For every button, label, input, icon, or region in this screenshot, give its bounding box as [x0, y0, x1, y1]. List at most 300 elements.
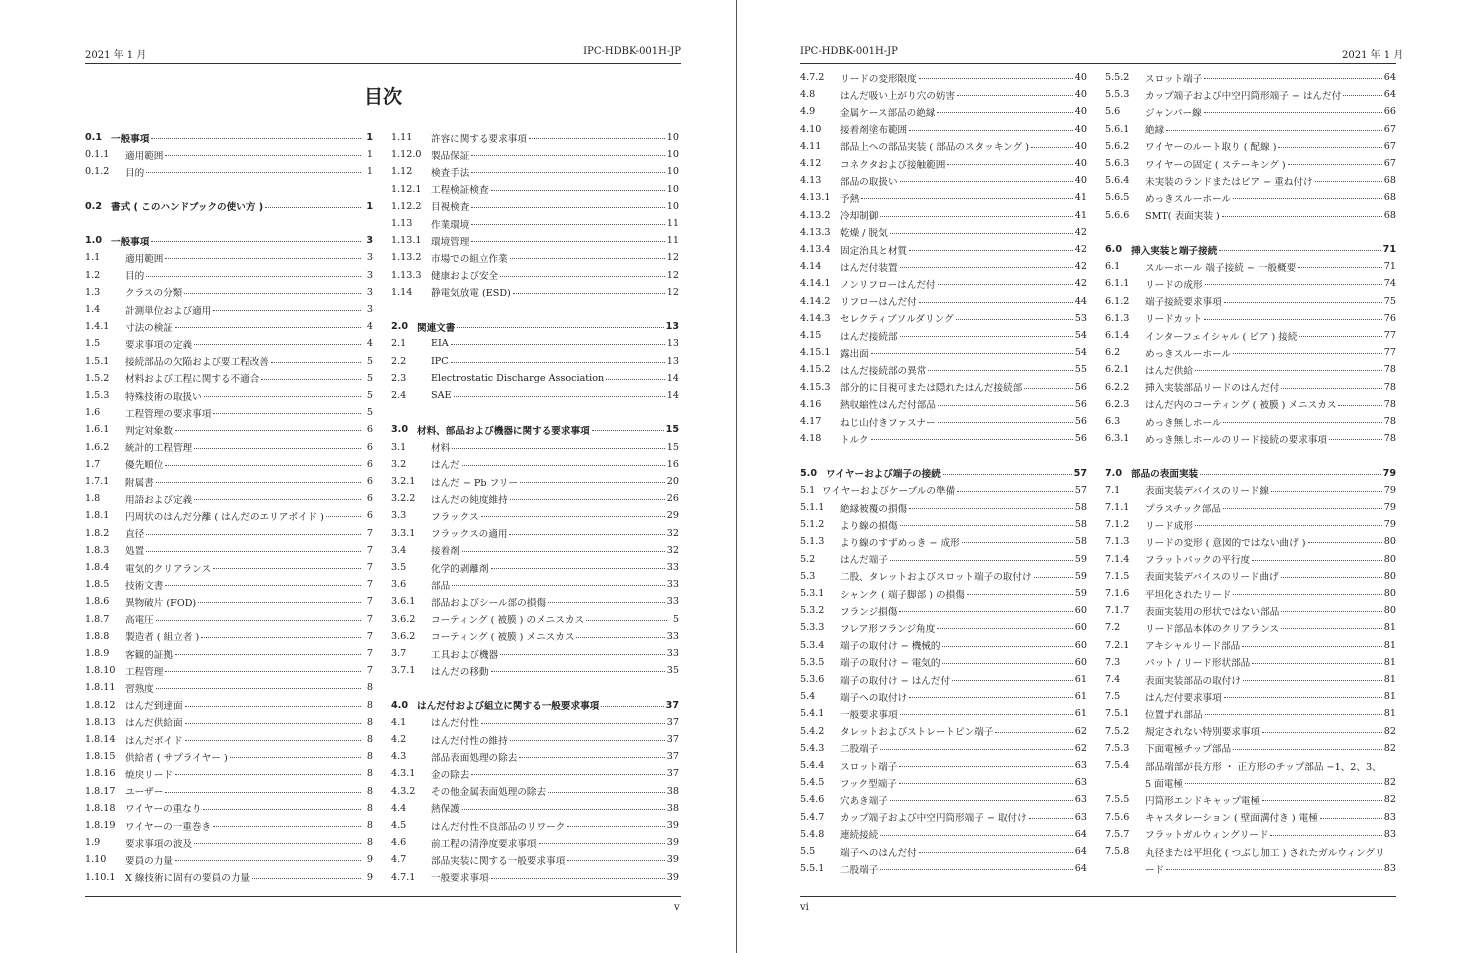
- toc-entry[interactable]: [391, 507, 679, 524]
- toc-entry[interactable]: [800, 155, 1087, 172]
- toc-entry-page: 54: [1074, 330, 1087, 341]
- toc-entry-page: 53: [1074, 312, 1087, 324]
- toc-entry[interactable]: [85, 284, 373, 301]
- toc-entry[interactable]: [1105, 396, 1396, 413]
- toc-entry-page: 5: [366, 372, 373, 384]
- toc-dot-leader: [938, 405, 1073, 406]
- toc-entry[interactable]: [391, 232, 679, 249]
- toc-entry[interactable]: [800, 757, 1087, 774]
- toc-entry-title: 固定治具と材質: [840, 245, 908, 257]
- toc-entry[interactable]: [800, 224, 1087, 241]
- toc-entry[interactable]: [800, 310, 1087, 327]
- toc-entry-title: 部品の表面実装: [1131, 469, 1199, 481]
- toc-entry[interactable]: [85, 456, 373, 473]
- toc-entry-page: 3: [366, 286, 373, 298]
- toc-entry[interactable]: [85, 645, 373, 662]
- toc-entry[interactable]: [1105, 516, 1396, 533]
- toc-entry-title: 計測単位および適用: [125, 305, 212, 317]
- toc-entry-number: 5.4: [800, 691, 816, 703]
- toc-dot-leader: [1252, 560, 1382, 561]
- toc-entry-number: 4.7.1: [391, 871, 416, 883]
- toc-entry[interactable]: [85, 800, 373, 817]
- toc-entry[interactable]: [85, 834, 373, 851]
- toc-dot-leader: [520, 482, 665, 483]
- toc-entry[interactable]: [800, 499, 1087, 516]
- toc-entry[interactable]: [85, 421, 373, 438]
- toc-entry[interactable]: [391, 765, 679, 782]
- toc-entry-number: 6.2.1: [1105, 364, 1130, 376]
- toc-entry-number: 6.2.3: [1105, 398, 1130, 410]
- toc-entry-page: 80: [1383, 536, 1396, 548]
- toc-entry-title: 要求事項の定義: [125, 339, 193, 351]
- toc-entry-number: 6.2: [1105, 347, 1121, 359]
- toc-entry-number: 5.4.4: [800, 760, 825, 771]
- toc-entry[interactable]: [391, 353, 679, 370]
- toc-entry[interactable]: [1105, 671, 1396, 688]
- toc-entry[interactable]: [1105, 860, 1396, 877]
- toc-entry-page: 6: [366, 458, 373, 470]
- toc-entry[interactable]: [391, 576, 679, 593]
- toc-entry[interactable]: [1105, 361, 1396, 378]
- toc-entry[interactable]: [85, 473, 373, 490]
- toc-entry-number: 1.6.2: [85, 441, 110, 453]
- toc-entry[interactable]: [800, 671, 1087, 688]
- toc-entry-page: 7: [366, 630, 373, 642]
- toc-entry-title: 端子接続要求事項: [1145, 297, 1222, 309]
- toc-entry-number: 1.2: [85, 269, 101, 281]
- toc-entry[interactable]: [800, 602, 1087, 619]
- toc-entry[interactable]: [391, 800, 679, 817]
- toc-dot-leader: [175, 430, 361, 431]
- toc-entry[interactable]: [391, 421, 679, 438]
- toc-entry[interactable]: [391, 834, 679, 851]
- toc-entry[interactable]: [85, 387, 373, 404]
- toc-entry[interactable]: [85, 817, 373, 834]
- toc-dot-leader: [900, 714, 1073, 715]
- toc-entry[interactable]: [800, 121, 1087, 138]
- toc-entry[interactable]: [391, 542, 679, 559]
- toc-entry[interactable]: [1105, 637, 1396, 654]
- toc-entry[interactable]: [391, 215, 679, 232]
- toc-entry-number: 4.4: [391, 802, 407, 814]
- toc-entry-number: 7.5.3: [1105, 742, 1130, 754]
- toc-entry-number: 2.1: [391, 338, 407, 350]
- toc-entry-title: 焼戻リード: [125, 769, 173, 781]
- toc-entry[interactable]: [391, 267, 679, 284]
- toc-entry[interactable]: [85, 198, 373, 215]
- toc-entry[interactable]: [391, 490, 679, 507]
- toc-entry-title: ワイヤーおよびケーブルの準備: [822, 486, 956, 498]
- toc-entry[interactable]: [1105, 207, 1396, 224]
- toc-entry[interactable]: [1105, 654, 1396, 671]
- toc-entry[interactable]: [85, 748, 373, 765]
- toc-entry-title: 環境管理: [431, 236, 470, 248]
- toc-entry[interactable]: [800, 809, 1087, 826]
- toc-entry-title: 金属ケース部品の絶縁: [840, 107, 936, 119]
- toc-entry-number: 6.0: [1105, 244, 1122, 255]
- toc-entry[interactable]: [391, 593, 679, 610]
- toc-entry[interactable]: [1105, 189, 1396, 206]
- toc-entry[interactable]: [800, 774, 1087, 791]
- toc-entry-number: 7.1.6: [1105, 588, 1130, 599]
- toc-entry[interactable]: [391, 525, 679, 542]
- toc-entry-number: 1.8.2: [85, 527, 110, 539]
- toc-entry[interactable]: [85, 628, 373, 645]
- toc-entry[interactable]: [800, 533, 1087, 550]
- toc-entry[interactable]: [1105, 757, 1396, 774]
- toc-entry[interactable]: [85, 267, 373, 284]
- toc-entry[interactable]: [85, 301, 373, 318]
- toc-entry[interactable]: [391, 284, 679, 301]
- toc-dot-leader: [919, 302, 1073, 303]
- toc-entry-title: 一般事項: [111, 236, 150, 248]
- toc-entry[interactable]: [800, 619, 1087, 636]
- toc-entry[interactable]: [85, 146, 373, 163]
- toc-entry[interactable]: [85, 439, 373, 456]
- toc-entry[interactable]: [85, 404, 373, 421]
- toc-entry[interactable]: [391, 318, 679, 335]
- toc-entry[interactable]: [800, 413, 1087, 430]
- toc-entry[interactable]: [85, 697, 373, 714]
- toc-entry[interactable]: [85, 249, 373, 266]
- toc-dot-leader: [1320, 818, 1382, 819]
- toc-entry-title: 端子の取付け − 機械的: [840, 641, 941, 653]
- toc-dot-leader: [1205, 284, 1382, 285]
- toc-entry[interactable]: [800, 705, 1087, 722]
- toc-entry[interactable]: [391, 645, 679, 662]
- toc-dot-leader: [462, 809, 665, 810]
- toc-entry[interactable]: [800, 69, 1087, 86]
- toc-entry-title: 要求事項の波及: [125, 838, 193, 850]
- toc-entry[interactable]: [1105, 465, 1396, 482]
- toc-entry[interactable]: [1105, 275, 1396, 292]
- toc-entry[interactable]: [85, 714, 373, 731]
- toc-entry-number: 1.8.13: [85, 716, 116, 728]
- toc-entry-number: 5.5.3: [1105, 89, 1130, 101]
- toc-entry-number: 7.5.6: [1105, 811, 1130, 823]
- toc-entry[interactable]: [800, 585, 1087, 602]
- toc-entry-title: 円周状のはんだ分離 ( はんだのエリアボイド ): [125, 511, 324, 523]
- toc-entry[interactable]: [85, 559, 373, 576]
- toc-entry[interactable]: [1105, 86, 1396, 103]
- toc-entry[interactable]: [1105, 413, 1396, 430]
- toc-dot-leader: [1281, 628, 1382, 629]
- toc-entry[interactable]: [800, 103, 1087, 120]
- toc-entry[interactable]: [1105, 430, 1396, 447]
- toc-entry[interactable]: [391, 129, 679, 146]
- toc-entry[interactable]: [800, 327, 1087, 344]
- toc-dot-leader: [576, 637, 664, 638]
- toc-entry[interactable]: [1105, 310, 1396, 327]
- toc-entry[interactable]: [800, 654, 1087, 671]
- toc-entry[interactable]: [85, 163, 373, 180]
- toc-entry[interactable]: [1105, 723, 1396, 740]
- toc-entry[interactable]: [85, 353, 373, 370]
- toc-entry[interactable]: [85, 593, 373, 610]
- toc-entry-page: 8: [366, 820, 373, 831]
- toc-entry[interactable]: [800, 189, 1087, 206]
- toc-dot-leader: [1223, 422, 1381, 423]
- toc-dot-leader: [1029, 818, 1073, 819]
- toc-entry[interactable]: [800, 843, 1087, 860]
- toc-entry[interactable]: [1105, 791, 1396, 808]
- toc-entry-title: 部品: [431, 580, 451, 592]
- toc-entry[interactable]: [1105, 103, 1396, 120]
- toc-entry[interactable]: [391, 249, 679, 266]
- toc-entry-page: 33: [666, 562, 679, 573]
- toc-entry[interactable]: [85, 765, 373, 782]
- toc-entry[interactable]: [391, 387, 679, 404]
- toc-entry[interactable]: [1105, 568, 1396, 585]
- toc-entry[interactable]: [1105, 688, 1396, 705]
- toc-entry[interactable]: [800, 723, 1087, 740]
- toc-entry[interactable]: [85, 129, 373, 146]
- toc-entry-number: 1.12.1: [391, 183, 422, 195]
- toc-entry-title: スロット端子: [1145, 73, 1203, 85]
- toc-entry[interactable]: [85, 490, 373, 507]
- toc-entry[interactable]: [85, 611, 373, 628]
- toc-entry-title: 市場での組立作業: [431, 253, 508, 265]
- toc-entry-number: 7.5: [1105, 691, 1121, 703]
- toc-entry[interactable]: [800, 568, 1087, 585]
- toc-entry-number: 1.8.8: [85, 630, 110, 642]
- toc-entry-number: 5.5.2: [1105, 72, 1130, 83]
- toc-entry[interactable]: [85, 335, 373, 352]
- toc-entry-number: 3.6: [391, 579, 407, 591]
- toc-entry[interactable]: [1105, 344, 1396, 361]
- toc-entry[interactable]: [1105, 585, 1396, 602]
- toc-entry[interactable]: [391, 731, 679, 748]
- toc-entry-title: リード部品本体のクリアランス: [1145, 623, 1280, 635]
- toc-entry[interactable]: [1105, 774, 1396, 791]
- toc-entry[interactable]: [1105, 293, 1396, 310]
- toc-entry[interactable]: [800, 516, 1087, 533]
- toc-entry[interactable]: [391, 456, 679, 473]
- toc-dot-leader: [481, 516, 665, 517]
- toc-entry[interactable]: [391, 628, 679, 645]
- toc-entry-number: 1.1: [85, 252, 101, 264]
- toc-entry[interactable]: [800, 379, 1087, 396]
- toc-entry[interactable]: [800, 791, 1087, 808]
- toc-entry[interactable]: [800, 740, 1087, 757]
- toc-entry-page: 68: [1383, 175, 1396, 187]
- toc-dot-leader: [194, 448, 361, 449]
- toc-entry-number: 4.6: [391, 837, 407, 849]
- toc-dot-leader: [204, 396, 361, 397]
- toc-dot-leader: [175, 327, 361, 328]
- toc-entry-page: 83: [1383, 828, 1396, 840]
- toc-dot-leader: [1329, 439, 1382, 440]
- toc-entry-page: 74: [1383, 278, 1396, 290]
- toc-entry[interactable]: [800, 551, 1087, 568]
- toc-entry[interactable]: [85, 542, 373, 559]
- toc-entry[interactable]: [800, 172, 1087, 189]
- toc-entry[interactable]: [800, 465, 1087, 482]
- toc-entry[interactable]: [1105, 327, 1396, 344]
- toc-entry[interactable]: [391, 198, 679, 215]
- toc-entry[interactable]: [800, 241, 1087, 258]
- toc-entry-page: 32: [666, 527, 679, 539]
- toc-entry[interactable]: [800, 86, 1087, 103]
- toc-entry[interactable]: [1105, 533, 1396, 550]
- toc-entry-title: より線の損傷: [840, 520, 898, 532]
- toc-entry-number: 1.8.14: [85, 734, 116, 745]
- toc-entry[interactable]: [800, 688, 1087, 705]
- toc-entry[interactable]: [800, 860, 1087, 877]
- toc-entry[interactable]: [800, 258, 1087, 275]
- toc-entry[interactable]: [85, 869, 373, 886]
- toc-entry[interactable]: [800, 207, 1087, 224]
- toc-dot-leader: [1262, 800, 1382, 801]
- toc-entry[interactable]: [85, 662, 373, 679]
- toc-entry[interactable]: [800, 275, 1087, 292]
- toc-entry-page: 8: [366, 785, 373, 797]
- toc-dot-leader: [165, 155, 361, 156]
- toc-entry[interactable]: [1105, 705, 1396, 722]
- toc-entry[interactable]: [1105, 740, 1396, 757]
- toc-entry[interactable]: [85, 576, 373, 593]
- toc-dot-leader: [1308, 542, 1382, 543]
- toc-entry-page: 8: [366, 768, 373, 780]
- toc-dot-leader: [1224, 302, 1382, 303]
- toc-entry[interactable]: [800, 430, 1087, 447]
- toc-entry-page: 37: [666, 716, 679, 728]
- toc-entry-title: コーティング ( 被膜 ) メニスカス: [431, 632, 575, 644]
- toc-entry-number: 4.8: [800, 89, 816, 101]
- toc-entry[interactable]: [391, 748, 679, 765]
- toc-entry-title: 工具および機器: [431, 649, 499, 661]
- toc-entry-title: リード成形: [1145, 520, 1193, 532]
- toc-entry[interactable]: [391, 163, 679, 180]
- toc-entry[interactable]: [85, 370, 373, 387]
- toc-entry[interactable]: [391, 783, 679, 800]
- toc-entry-title: 接続部品の欠陥および要工程改善: [125, 357, 269, 369]
- toc-entry-title: 熱収縮性はんだ付部品: [840, 400, 936, 412]
- toc-entry-number: 5.4.7: [800, 811, 825, 823]
- toc-dot-leader: [871, 353, 1073, 354]
- toc-entry[interactable]: [1105, 843, 1396, 860]
- toc-entry[interactable]: [85, 525, 373, 542]
- toc-entry[interactable]: [800, 361, 1087, 378]
- toc-entry-page: 8: [366, 682, 373, 694]
- toc-entry-page: 83: [1383, 863, 1396, 875]
- toc-dot-leader: [271, 362, 361, 363]
- toc-entry[interactable]: [85, 679, 373, 696]
- toc-entry[interactable]: [1105, 258, 1396, 275]
- toc-dot-leader: [1024, 388, 1073, 389]
- toc-entry-number: 1.7.1: [85, 476, 110, 487]
- toc-entry[interactable]: [1105, 602, 1396, 619]
- toc-entry[interactable]: [800, 637, 1087, 654]
- toc-entry[interactable]: [1105, 809, 1396, 826]
- toc-entry-number: 3.1: [391, 441, 407, 453]
- toc-entry-page: 40: [1074, 140, 1087, 152]
- toc-entry[interactable]: [1105, 69, 1396, 86]
- toc-entry[interactable]: [1105, 379, 1396, 396]
- toc-entry[interactable]: [1105, 241, 1396, 258]
- toc-entry-number: 5.0: [800, 467, 817, 479]
- toc-entry-page: 44: [1074, 295, 1087, 307]
- toc-entry-title: クラスの分類: [125, 288, 183, 300]
- toc-entry-page: 83: [1383, 811, 1396, 823]
- toc-entry-number: 2.0: [391, 321, 408, 333]
- toc-entry[interactable]: [1105, 499, 1396, 516]
- toc-entry[interactable]: [1105, 826, 1396, 843]
- toc-entry-title: 部分的に目視可または隠れたはんだ接続部: [840, 383, 1023, 395]
- toc-entry-page: 80: [1383, 588, 1396, 599]
- toc-entry-title: 技術文書: [125, 580, 164, 592]
- toc-dot-leader: [451, 362, 665, 363]
- toc-dot-leader: [606, 379, 665, 380]
- toc-entry-number: 6.3: [1105, 416, 1121, 427]
- toc-entry[interactable]: [1105, 482, 1396, 499]
- toc-entry[interactable]: [391, 851, 679, 868]
- toc-entry[interactable]: [391, 370, 679, 387]
- toc-entry[interactable]: [391, 714, 679, 731]
- toc-entry[interactable]: [1105, 551, 1396, 568]
- toc-entry-title: 表面実装用の形状ではない部品: [1145, 606, 1280, 618]
- toc-entry-title: 部品およびシール部の損傷: [431, 597, 546, 609]
- toc-dot-leader: [156, 688, 361, 689]
- toc-entry[interactable]: [85, 507, 373, 524]
- toc-entry[interactable]: [85, 851, 373, 868]
- toc-entry[interactable]: [1105, 138, 1396, 155]
- toc-entry[interactable]: [1105, 121, 1396, 138]
- toc-entry[interactable]: [391, 439, 679, 456]
- toc-dot-leader: [909, 130, 1073, 131]
- toc-dot-leader: [1205, 714, 1382, 715]
- toc-entry[interactable]: [391, 817, 679, 834]
- toc-entry[interactable]: [391, 662, 679, 679]
- toc-entry[interactable]: [1105, 172, 1396, 189]
- toc-entry[interactable]: [800, 482, 1087, 499]
- toc-entry-number: 3.6.2: [391, 613, 416, 625]
- toc-entry-page: 6: [366, 510, 373, 522]
- toc-entry-number: 3.6.1: [391, 596, 416, 608]
- toc-entry-page: 3: [366, 252, 373, 264]
- toc-entry[interactable]: [85, 318, 373, 335]
- toc-entry[interactable]: [391, 146, 679, 163]
- toc-entry[interactable]: [85, 783, 373, 800]
- toc-entry[interactable]: [391, 559, 679, 576]
- toc-entry[interactable]: [391, 611, 679, 628]
- toc-entry[interactable]: [800, 344, 1087, 361]
- toc-entry[interactable]: [391, 697, 679, 714]
- toc-entry[interactable]: [1105, 619, 1396, 636]
- toc-entry[interactable]: [391, 181, 679, 198]
- toc-dot-leader: [1281, 577, 1382, 578]
- toc-entry[interactable]: [800, 396, 1087, 413]
- toc-entry-number: 4.15.1: [800, 347, 831, 359]
- toc-entry[interactable]: [391, 335, 679, 352]
- toc-entry[interactable]: [800, 138, 1087, 155]
- toc-entry-page: 60: [1074, 605, 1087, 617]
- toc-entry-title: 挿入実装部品リードのはんだ付: [1145, 383, 1280, 395]
- toc-entry[interactable]: [800, 826, 1087, 843]
- toc-entry[interactable]: [85, 232, 373, 249]
- toc-entry[interactable]: [391, 473, 679, 490]
- toc-entry[interactable]: [391, 869, 679, 886]
- toc-dot-leader: [1299, 336, 1381, 337]
- toc-entry[interactable]: [1105, 155, 1396, 172]
- toc-entry[interactable]: [800, 293, 1087, 310]
- header-doc-id: IPC-HDBK-001H-JP: [800, 46, 898, 57]
- toc-entry-number: 1.8.12: [85, 699, 116, 711]
- toc-dot-leader: [937, 628, 1072, 629]
- toc-entry-title: 用語および定義: [125, 494, 193, 506]
- toc-entry[interactable]: [85, 731, 373, 748]
- toc-entry-title: 優先順位: [125, 460, 164, 472]
